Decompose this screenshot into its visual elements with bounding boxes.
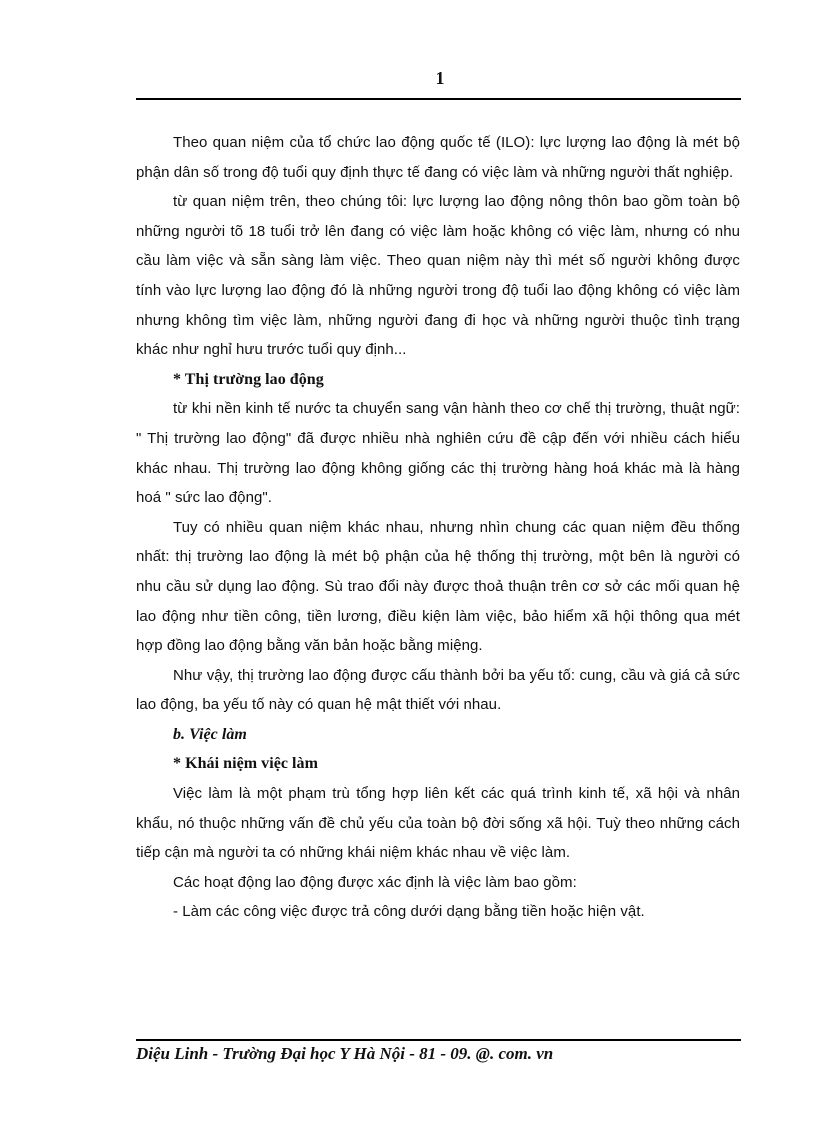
header-rule [136,98,741,100]
page-number: 1 [435,68,445,88]
paragraph-labor-market-term: từ khi nền kinh tế nước ta chuyển sang vận hành theo cơ chế thị trường, thuật ngữ: " Thị trường lao động" đã được nhiều nhà nghiên cứu đề cập đến với nhiều cách hiểu khác nhau. Thị trường lao động không giống các thị trường hàng hoá khác mà là hàng hoá " sức lao động". [136,400,740,507]
paragraph-ilo-definition: Theo quan niệm của tổ chức lao động quốc tế (ILO): lực lượng lao động là mét bộ phận dân số trong độ tuổi quy định thực tế đang có việc làm và những người thất nghiệp. [136,134,740,181]
document-body [136,128,740,927]
list-item-paid-work: - Làm các công việc được trả công dưới dạng bằng tiền hoặc hiện vật. [173,903,645,921]
paragraph-employment-activities: Các hoạt động lao động được xác định là việc làm bao gồm: [173,873,577,891]
heading-employment: b. Việc làm [173,725,247,743]
paragraph-labor-market-factors: Như vậy, thị trường lao động được cấu thành bởi ba yếu tố: cung, cầu và giá cả sức lao động, ba yếu tố này có quan hệ mật thiết với nhau. [136,666,740,714]
heading-labor-market: * Thị trường lao động [173,370,324,388]
footer-rule [136,1039,741,1041]
paragraph-labor-market-views: Tuy có nhiều quan niệm khác nhau, nhưng nhìn chung các quan niệm đều thống nhất: thị trường lao động là mét bộ phận của hệ thống thị trường, một bên là người có nhu cầu sử dụng lao động. Sù trao đổi này được thoả thuận trên cơ sở các mối quan hệ lao động như tiền công, tiền lương, điều kiện làm việc, bảo hiểm xã hội thông qua mét hợp đồng lao động bằng văn bản hoặc bằng miệng. [136,518,740,655]
paragraph-employment-definition: Việc làm là một phạm trù tổng hợp liên kết các quá trình kinh tế, xã hội và nhân khẩu, nó thuộc những vấn đề chủ yếu của toàn bộ đời sống xã hội. Tuỳ theo những cách tiếp cận mà người ta có những khái niệm khác nhau về việc làm. [136,785,740,862]
footer-text: Diệu Linh - Trường Đại học Y Hà Nội - 81 - 09. @. com. vn [136,1044,554,1063]
heading-employment-concept: * Khái niệm việc làm [173,755,318,773]
paragraph-rural-labor-force: từ quan niệm trên, theo chúng tôi: lực lượng lao động nông thôn bao gồm toàn bộ những người tõ 18 tuổi trở lên đang có việc làm hoặc không có việc làm, nhưng có nhu cầu làm việc và sẵn sàng làm việc. Theo quan niệm này thì mét số người không được tính vào lực lượng lao động đó là những người trong độ tuổi lao động không có việc làm nhưng không tìm việc làm, những người đang đi học và những người thuộc tình trạng khác như nghỉ hưu trước tuổi quy định... [136,193,740,359]
